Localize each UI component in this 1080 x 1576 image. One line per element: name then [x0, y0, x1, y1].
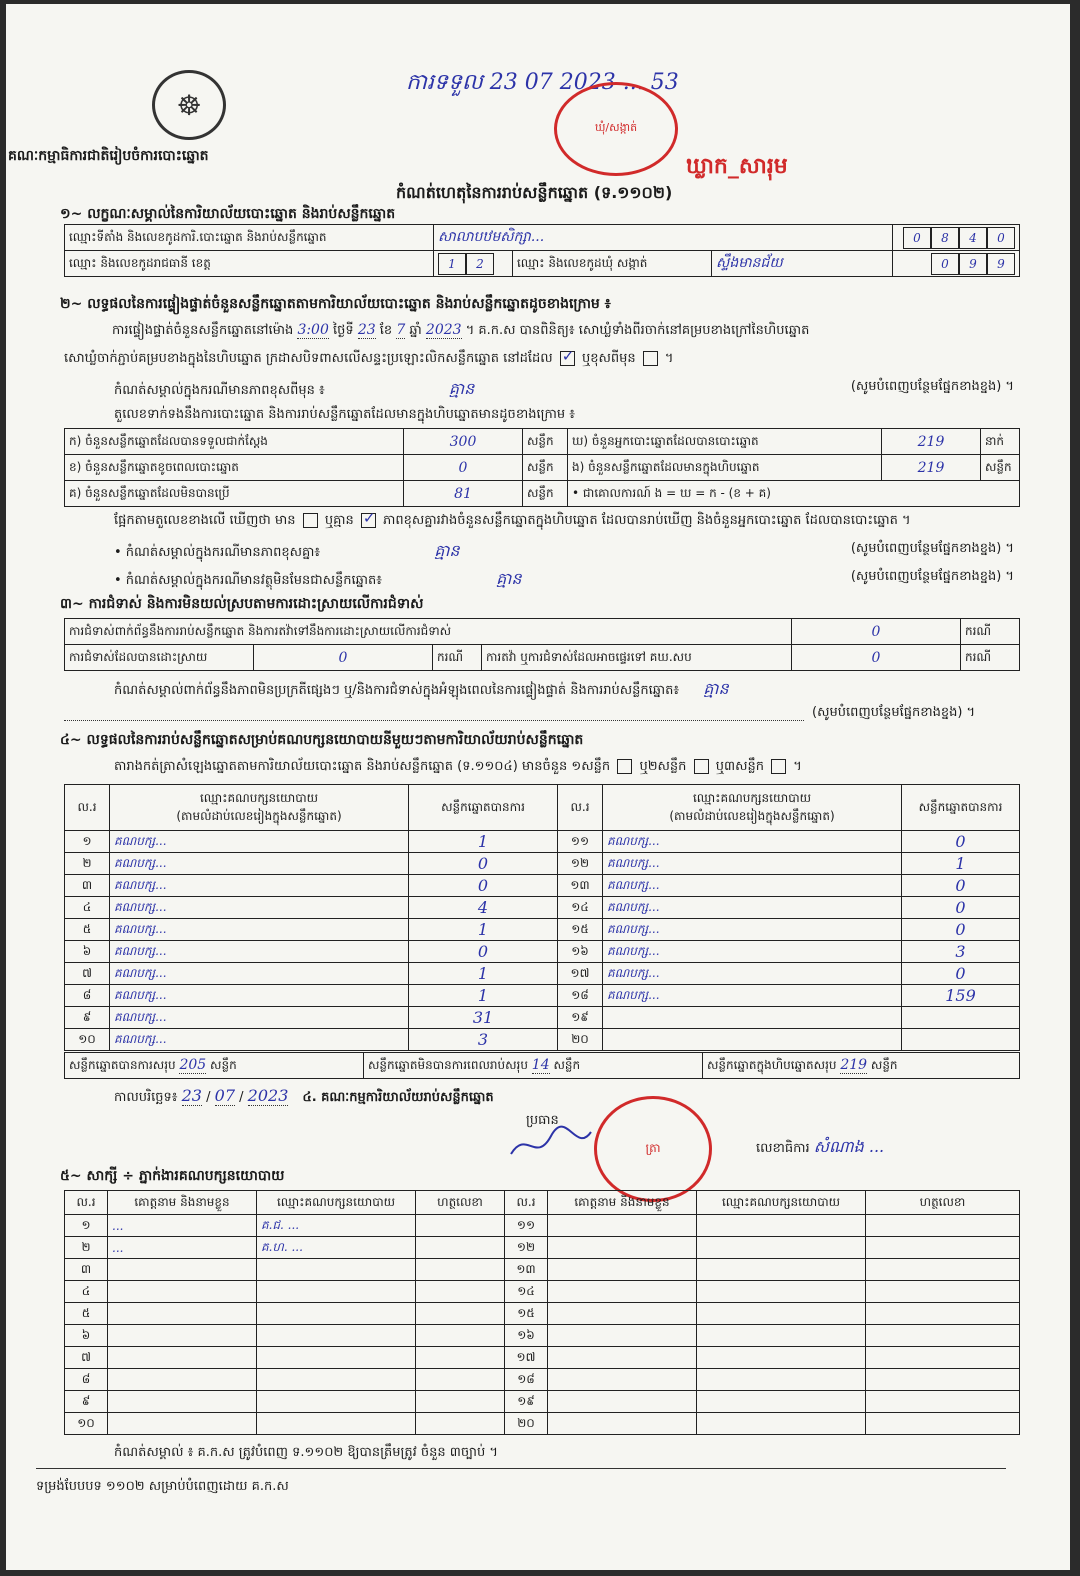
result-party: គណបក្ស... [110, 919, 409, 941]
witness-no: ១៨ [505, 1369, 548, 1391]
seal-text: សោឃ្លំចាក់ភ្ជាប់គម្របខាងក្នុងនៃហិបឆ្នោត ក្រដាសបិទពាសលើសន្ទះប្រឡោះលិកសន្លឹកឆ្នោត នៅដដែល [64, 351, 553, 366]
witness-no: ២០ [505, 1413, 548, 1435]
result-votes: 3 [409, 1029, 558, 1051]
province-code-digit: 2 [466, 253, 494, 275]
witness-party: គ.ជ. ... [257, 1215, 416, 1237]
witness-no: ៤ [65, 1281, 108, 1303]
irregularity-label: កំណត់សម្គាល់ពាក់ព័ន្ធនឹងភាពមិនប្រក្រតីផ្សេងៗ ឬ/និងការជំទាស់ក្នុងអំឡុងពេលនៃការផ្ទៀងផ្ទាត់ និងការរាប់សន្លឹកឆ្នោត៖ [114, 683, 680, 698]
verify-year: 2023 [425, 322, 462, 338]
fig-right-label: ឃ) ចំនួនអ្នកបោះឆ្នោតដែលបានបោះឆ្នោត [568, 429, 882, 455]
fig-left-value: 81 [404, 481, 523, 507]
bullet1-label: • កំណត់សម្គាល់ក្នុងករណីមានភាពខុសគ្នា៖ [114, 545, 321, 560]
date-line: កាលបរិច្ឆេទ៖ 23 / 07 / 2023 ៤. គណៈកម្មការិយាល័យរាប់សន្លឹកឆ្នោត [114, 1086, 494, 1105]
witness-signature [416, 1281, 505, 1303]
total-in-box-label: សន្លឹកឆ្នោតក្នុងហិបឆ្នោតសរុប [707, 1057, 837, 1072]
fig-left-unit: សន្លឹក [523, 455, 568, 481]
col-party-title: ឈ្មោះគណបក្សនយោបាយ [199, 790, 319, 805]
witness-name [108, 1413, 257, 1435]
verify-time: 3:00 [297, 322, 329, 338]
result-no: ៤ [65, 897, 110, 919]
witness-no: ១៦ [505, 1325, 548, 1347]
commune-stamp [554, 82, 678, 176]
witness-party [257, 1347, 416, 1369]
witness-party [697, 1259, 866, 1281]
result-party: គណបក្ស... [603, 941, 902, 963]
witness-signature [866, 1259, 1020, 1281]
witness-no: ២ [65, 1237, 108, 1259]
total-invalid-label: សន្លឹកឆ្នោតមិនបានការពេលរាប់សរុប [368, 1057, 528, 1072]
witness-name: ... [108, 1237, 257, 1259]
result-no: ១៤ [558, 897, 603, 919]
case-unit: ករណី [961, 645, 1020, 671]
witness-signature [416, 1413, 505, 1435]
result-party: គណបក្ស... [603, 919, 902, 941]
witness-signature [866, 1347, 1020, 1369]
tally-sheet-line: តារាងកត់ត្រាសំឡេងឆ្នោតតាមការិយាល័យបោះឆ្នោត និងរាប់សន្លឹកឆ្នោត (ទ.១១០៤) មានចំនួន ១សន្លឹក ឬ២សន្លឹក ឬ៣សន្លឹក ។ [114, 759, 802, 774]
resolved-value: 0 [254, 645, 433, 671]
result-party: គណបក្ស... [110, 941, 409, 963]
transferred-label: ការតវ៉ា ឬការជំទាស់ដែលអាចផ្ទេរទៅ គឃ.សប [482, 645, 792, 671]
witness-signature [416, 1347, 505, 1369]
witness-signature [866, 1237, 1020, 1259]
witness-table [64, 1190, 1020, 1435]
result-party: គណបក្ស... [110, 831, 409, 853]
objection-row1-label: ការជំទាស់ពាក់ព័ន្ធនឹងការរាប់សន្លឹកឆ្នោត និងការតវ៉ាទៅនឹងការដោះស្រាយលើការជំទាស់ [65, 619, 792, 645]
nec-logo: ☸ [152, 70, 226, 140]
section3-heading: ៣~ ការជំទាស់ និងការមិនយល់ស្របតាមការដោះស្រាយលើការជំទាស់ [60, 596, 424, 612]
location-code-digit: 0 [903, 227, 931, 249]
witness-no: ៦ [65, 1325, 108, 1347]
note1-value: គ្មាន [448, 379, 475, 398]
stamp-label: ឃុំ/សង្កាត់ [594, 121, 638, 134]
tally-intro: តារាងកត់ត្រាសំឡេងឆ្នោតតាមការិយាល័យបោះឆ្នោត និងរាប់សន្លឹកឆ្នោត (ទ.១១០៤) មានចំនួន ១សន្លឹក [114, 759, 611, 774]
location-value: សាលាបឋមសិក្សា... [434, 225, 893, 251]
witness-party [697, 1413, 866, 1435]
fig-formula: • ជាគោលការណ៍ ង = ឃ = ក - (ខ + គ) [568, 481, 1020, 507]
result-votes: 0 [409, 875, 558, 897]
witness-col: គោត្តនាម និងនាមខ្លួន [108, 1191, 257, 1215]
witness-no: ៩ [65, 1391, 108, 1413]
col-votes: សន្លឹកឆ្នោតបានការ [902, 785, 1020, 831]
witness-signature [416, 1369, 505, 1391]
footer-note: កំណត់សម្គាល់ ៖ គ.ក.ស ត្រូវបំពេញ ទ.១១០២ ឱ្យបានត្រឹមត្រូវ ចំនួន ៣ច្បាប់ ។ [114, 1445, 498, 1460]
document-title: កំណត់ហេតុនៃការរាប់សន្លឹកឆ្នោត (ទ.១១០២) [396, 183, 673, 202]
section5-heading: ៥~ សាក្សី ÷ ភ្នាក់ងារគណបក្សនយោបាយ [60, 1168, 285, 1184]
commune-label: ឈ្មោះ និងលេខកូដឃុំ សង្កាត់ [513, 251, 712, 277]
col-party [603, 785, 902, 831]
verify-text-c: ខែ [379, 323, 393, 338]
date-label: កាលបរិច្ឆេទ៖ [114, 1090, 178, 1105]
document-page [6, 4, 1070, 1570]
witness-name [108, 1325, 257, 1347]
result-no: ១៦ [558, 941, 603, 963]
result-votes: 4 [409, 897, 558, 919]
result-no: ២០ [558, 1029, 603, 1051]
commune-code-digit: 0 [931, 253, 959, 275]
witness-party [257, 1259, 416, 1281]
figures-intro: តួលេខទាក់ទងនឹងការបោះឆ្នោត និងការរាប់សន្លឹកឆ្នោតដែលមានក្នុងហិបឆ្នោតមានដូចខាងក្រោម ៖ [114, 407, 575, 422]
witness-name [548, 1369, 697, 1391]
result-no: ១០ [65, 1029, 110, 1051]
witness-col: ឈ្មោះគណបក្សនយោបាយ [697, 1191, 866, 1215]
result-no: ៧ [65, 963, 110, 985]
result-party: គណបក្ស... [110, 875, 409, 897]
witness-no: ៥ [65, 1303, 108, 1325]
verify-month: 7 [396, 322, 406, 338]
fig-left-value: 300 [404, 429, 523, 455]
diff-text-b: ឬគ្មាន [324, 513, 354, 528]
result-votes: 0 [902, 875, 1020, 897]
location-code [893, 225, 1020, 251]
witness-party [697, 1281, 866, 1303]
result-party: គណបក្ស... [110, 897, 409, 919]
witness-party [697, 1347, 866, 1369]
witness-col: ហត្ថលេខា [416, 1191, 505, 1215]
result-votes: 0 [902, 919, 1020, 941]
unit: សន្លឹក [553, 1057, 581, 1072]
result-party [603, 1007, 902, 1029]
result-no: ១៩ [558, 1007, 603, 1029]
witness-no: ១ [65, 1215, 108, 1237]
witness-no: ១៧ [505, 1347, 548, 1369]
diff-text-a: ផ្អែកតាមតួលេខខាងលើ ឃើញថា មាន [114, 513, 296, 528]
commune-code-digit: 9 [987, 253, 1015, 275]
witness-name [108, 1369, 257, 1391]
fig-left-value: 0 [404, 455, 523, 481]
different-checkbox[interactable] [643, 351, 658, 366]
date-year: 2023 [247, 1086, 289, 1105]
unit: សន្លឹក [870, 1057, 898, 1072]
stamp-text: ត្រា [645, 1141, 661, 1155]
fill-hint: (សូមបំពេញបន្ថែមផ្នែកខាងខ្នង) ។ [850, 379, 1014, 394]
location-label: ឈ្មោះទីតាំង និងលេខកូដការិ.បោះឆ្នោត និងរាប់សន្លឹកឆ្នោត [65, 225, 434, 251]
witness-no: ៣ [65, 1259, 108, 1281]
witness-no: ១២ [505, 1237, 548, 1259]
note1-label: កំណត់សម្គាល់ក្នុងករណីមានភាពខុសពីមុន ៖ [114, 383, 325, 398]
footer-divider [36, 1468, 1006, 1469]
date-month: 07 [214, 1086, 235, 1105]
witness-name: ... [108, 1215, 257, 1237]
witness-signature [866, 1391, 1020, 1413]
province-code-digit: 1 [438, 253, 466, 275]
result-votes [902, 1007, 1020, 1029]
result-votes: 159 [902, 985, 1020, 1007]
result-no: ១១ [558, 831, 603, 853]
result-no: ៨ [65, 985, 110, 1007]
result-votes: 0 [902, 831, 1020, 853]
verify-text-a: ការផ្ទៀងផ្ទាត់ចំនួនសន្លឹកឆ្នោតនៅម៉ោង [112, 323, 294, 338]
fig-left-unit: សន្លឹក [523, 481, 568, 507]
result-votes: 31 [409, 1007, 558, 1029]
verify-day: 23 [357, 322, 376, 338]
result-party: គណបក្ស... [110, 963, 409, 985]
fig-right-label: ង) ចំនួនសន្លឹកឆ្នោតដែលមានក្នុងហិបឆ្នោត [568, 455, 882, 481]
tally-opt3: ឬ៣សន្លឹក [715, 759, 764, 774]
witness-signature [416, 1259, 505, 1281]
result-no: ១៨ [558, 985, 603, 1007]
fig-right-value: 219 [882, 429, 981, 455]
witness-signature [866, 1303, 1020, 1325]
witness-no: ១១ [505, 1215, 548, 1237]
figures-table [64, 428, 1020, 507]
committee-name: គណៈកម្មាធិការជាតិរៀបចំការបោះឆ្នោត [8, 148, 209, 164]
total-invalid-value: 14 [531, 1056, 550, 1073]
secretary-signature: សំណាង ... [813, 1137, 885, 1156]
col-no: ល.រ [65, 785, 110, 831]
signatories-heading: ៤. គណៈកម្មការិយាល័យរាប់សន្លឹកឆ្នោត [302, 1090, 494, 1105]
witness-name [108, 1303, 257, 1325]
witness-party [697, 1325, 866, 1347]
case-unit: ករណី [433, 645, 482, 671]
witness-col: ហត្ថលេខា [866, 1191, 1020, 1215]
witness-col: ល.រ [65, 1191, 108, 1215]
witness-signature [416, 1391, 505, 1413]
witness-party [257, 1369, 416, 1391]
witness-no: ១០ [65, 1413, 108, 1435]
fig-left-label: គ) ចំនួនសន្លឹកឆ្នោតដែលមិនបានប្រើ [65, 481, 404, 507]
col-no: ល.រ [558, 785, 603, 831]
witness-name [548, 1259, 697, 1281]
total-in-box [703, 1053, 1020, 1079]
result-no: ១៥ [558, 919, 603, 941]
witness-no: ១៩ [505, 1391, 548, 1413]
three-sheets-checkbox[interactable] [771, 759, 786, 774]
result-votes: 0 [902, 897, 1020, 919]
secretary [756, 1136, 884, 1160]
col-party-title: ឈ្មោះគណបក្សនយោបាយ [692, 790, 812, 805]
location-code-digit: 0 [987, 227, 1015, 249]
col-votes: សន្លឹកឆ្នោតបានការ [409, 785, 558, 831]
result-party: គណបក្ស... [603, 963, 902, 985]
witness-name [548, 1237, 697, 1259]
col-party-sub: (តាមលំដាប់លេខរៀងក្នុងសន្លឹកឆ្នោត) [176, 808, 342, 823]
witness-signature [416, 1237, 505, 1259]
witness-signature [866, 1325, 1020, 1347]
witness-name [108, 1281, 257, 1303]
fill-hint: (សូមបំពេញបន្ថែមផ្នែកខាងខ្នង) ។ [850, 569, 1014, 584]
result-no: ៣ [65, 875, 110, 897]
witness-name [108, 1391, 257, 1413]
witness-name [548, 1347, 697, 1369]
date-day: 23 [181, 1086, 202, 1105]
province-code [434, 251, 513, 277]
witness-party [257, 1325, 416, 1347]
result-votes: 1 [409, 919, 558, 941]
witness-name [548, 1303, 697, 1325]
bullet1-value: គ្មាន [434, 541, 460, 560]
witness-signature [416, 1303, 505, 1325]
section1-table [64, 224, 1020, 277]
one-sheet-checkbox[interactable] [617, 759, 632, 774]
resolved-label: ការជំទាស់ដែលបានដោះស្រាយ [65, 645, 254, 671]
witness-signature [416, 1325, 505, 1347]
verification-line [112, 322, 809, 341]
total-valid-value: 205 [179, 1056, 207, 1073]
fill-hint: (សូមបំពេញបន្ថែមផ្នែកខាងខ្នង) ។ [812, 705, 976, 720]
result-no: ១៧ [558, 963, 603, 985]
result-votes: 0 [902, 963, 1020, 985]
witness-signature [866, 1215, 1020, 1237]
fig-left-label: ខ) ចំនួនសន្លឹកឆ្នោតខូចពេលបោះឆ្នោត [65, 455, 404, 481]
witness-signature [866, 1369, 1020, 1391]
result-no: ៥ [65, 919, 110, 941]
province-label: ឈ្មោះ និងលេខកូដរាជធានី ខេត្ត [65, 251, 434, 277]
irregularity-extra-line [64, 706, 804, 721]
result-votes: 0 [409, 941, 558, 963]
witness-signature [416, 1215, 505, 1237]
result-party: គណបក្ស... [603, 831, 902, 853]
secretary-label: លេខាធិការ [756, 1141, 810, 1156]
result-votes [902, 1029, 1020, 1051]
result-votes: 1 [409, 963, 558, 985]
total-in-box-value: 219 [840, 1056, 868, 1073]
result-votes: 1 [409, 985, 558, 1007]
totals-table [64, 1052, 1020, 1079]
witness-party: គ.ហ. ... [257, 1237, 416, 1259]
witness-party [257, 1303, 416, 1325]
result-party: គណបក្ស... [110, 1007, 409, 1029]
result-votes: 0 [409, 853, 558, 875]
result-no: ១៣ [558, 875, 603, 897]
case-unit: ករណី [961, 619, 1020, 645]
office-stamp [594, 1096, 712, 1202]
result-party: គណបក្ស... [110, 1029, 409, 1051]
difference-line [114, 512, 1020, 531]
same-checkbox[interactable] [560, 351, 575, 366]
fig-right-unit: នាក់ [981, 429, 1020, 455]
chair-label: ប្រធាន [526, 1113, 559, 1128]
tally-opt2: ឬ២សន្លឹក [639, 759, 687, 774]
transferred-value: 0 [792, 645, 961, 671]
witness-party [697, 1391, 866, 1413]
objections-table [64, 618, 1020, 671]
witness-party [697, 1369, 866, 1391]
location-code-digit: 4 [959, 227, 987, 249]
unit: សន្លឹក [210, 1057, 237, 1072]
result-party: គណបក្ស... [603, 985, 902, 1007]
result-votes: 1 [902, 853, 1020, 875]
fig-left-unit: សន្លឹក [523, 429, 568, 455]
results-table [64, 784, 1020, 1051]
note1 [114, 378, 1014, 402]
fig-left-label: ក) ចំនួនសន្លឹកឆ្នោតដែលបានទទួលជាក់ស្តែង [65, 429, 404, 455]
commune-code [893, 251, 1020, 277]
bullet2-label: • កំណត់សម្គាល់ក្នុងករណីមានវត្ថុមិនមែនជាសន្លឹកឆ្នោត៖ [114, 573, 382, 588]
result-no: ១ [65, 831, 110, 853]
result-no: ១២ [558, 853, 603, 875]
location-code-digit: 8 [931, 227, 959, 249]
fill-hint: (សូមបំពេញបន្ថែមផ្នែកខាងខ្នង) ។ [850, 541, 1014, 556]
commune-value: ស្ទឹងមានជ័យ [712, 251, 893, 277]
two-sheets-checkbox[interactable] [694, 759, 709, 774]
red-title: ឃ្លាក_សារុម [686, 154, 788, 179]
no-difference-checkbox[interactable] [361, 513, 376, 528]
footer-form: ទម្រង់បែបបទ ១១០២ សម្រាប់បំពេញដោយ គ.ក.ស [36, 1479, 289, 1494]
witness-no: ១៥ [505, 1303, 548, 1325]
result-party: គណបក្ស... [603, 875, 902, 897]
witness-name [548, 1215, 697, 1237]
verify-text-d: ឆ្នាំ [409, 323, 422, 338]
objection-row1-value: 0 [792, 619, 961, 645]
witness-col: គោត្តនាម និងនាមខ្លួន [548, 1191, 697, 1215]
result-no: ៦ [65, 941, 110, 963]
witness-signature [866, 1413, 1020, 1435]
result-votes: 1 [409, 831, 558, 853]
witness-name [108, 1347, 257, 1369]
diff-text-c: ភាពខុសគ្នារវាងចំនួនសន្លឹកឆ្នោតក្នុងហិបឆ្នោត ដែលបានរាប់ឃើញ និងចំនួនអ្នកបោះឆ្នោត ដែលបានបោះឆ្នោត ។ [383, 513, 911, 528]
witness-no: ១៣ [505, 1259, 548, 1281]
verify-text-b: ថ្ងៃទី [333, 323, 354, 338]
section4-heading: ៤~ លទ្ធផលនៃការរាប់សន្លឹកឆ្នោតសម្រាប់គណបក្សនយោបាយនីមួយៗតាមការិយាល័យរាប់សន្លឹកឆ្នោត [60, 732, 584, 748]
bullet2-value: គ្មាន [496, 569, 522, 588]
irregularity-value: គ្មាន [703, 679, 729, 698]
fig-right-value: 219 [882, 455, 981, 481]
total-valid [65, 1053, 364, 1079]
section1-heading: ១~ លក្ខណៈសម្គាល់នៃការិយាល័យបោះឆ្នោត និងរាប់សន្លឹកឆ្នោត [60, 206, 396, 222]
witness-col: ឈ្មោះគណបក្សនយោបាយ [257, 1191, 416, 1215]
bullet-note2 [114, 568, 1014, 592]
handwritten-receipt: ការទទួល 23 07 2023 ... 53 [406, 70, 679, 95]
witness-name [108, 1259, 257, 1281]
witness-party [697, 1237, 866, 1259]
witness-party [257, 1281, 416, 1303]
witness-party [257, 1391, 416, 1413]
chair-signature [506, 1124, 596, 1170]
col-party [110, 785, 409, 831]
witness-name [548, 1413, 697, 1435]
result-party: គណបក្ស... [603, 853, 902, 875]
result-party [603, 1029, 902, 1051]
total-valid-label: សន្លឹកឆ្នោតបានការសរុប [69, 1057, 176, 1072]
witness-name [548, 1325, 697, 1347]
seal-line: សោឃ្លំចាក់ភ្ជាប់គម្របខាងក្នុងនៃហិបឆ្នោត ក្រដាសបិទពាសលើសន្ទះប្រឡោះលិកសន្លឹកឆ្នោត នៅដដែល ✓ ឬខុសពីមុន ។ [64, 350, 673, 369]
bullet-note1 [114, 540, 1014, 564]
total-invalid [364, 1053, 703, 1079]
witness-party [697, 1215, 866, 1237]
witness-no: ១៤ [505, 1281, 548, 1303]
witness-no: ៨ [65, 1369, 108, 1391]
has-difference-checkbox[interactable] [303, 513, 318, 528]
witness-signature [866, 1281, 1020, 1303]
witness-no: ៧ [65, 1347, 108, 1369]
section2-heading: ២~ លទ្ធផលនៃការផ្ទៀងផ្ទាត់ចំនួនសន្លឹកឆ្នោតតាមការិយាល័យបោះឆ្នោត និងរាប់សន្លឹកឆ្នោតដូចខាងក្រោម ៖ [60, 296, 611, 312]
witness-party [257, 1413, 416, 1435]
witness-name [548, 1281, 697, 1303]
signature-drawing [506, 1124, 596, 1164]
irregularity-note [114, 678, 1014, 702]
seal-option: ឬខុសពីមុន [581, 351, 636, 366]
witness-party [697, 1303, 866, 1325]
verify-text-e: ។ គ.ក.ស បានពិនិត្យ៖ សោឃ្លំទាំងពីរចាក់នៅគម្របខាងក្រៅនៃហិបឆ្នោត [465, 323, 810, 338]
result-no: ៩ [65, 1007, 110, 1029]
result-party: គណបក្ស... [110, 853, 409, 875]
commune-code-digit: 9 [959, 253, 987, 275]
witness-name [548, 1391, 697, 1413]
fig-right-unit: សន្លឹក [981, 455, 1020, 481]
witness-col: ល.រ [505, 1191, 548, 1215]
result-no: ២ [65, 853, 110, 875]
result-votes: 3 [902, 941, 1020, 963]
result-party: គណបក្ស... [603, 897, 902, 919]
result-party: គណបក្ស... [110, 985, 409, 1007]
col-party-sub: (តាមលំដាប់លេខរៀងក្នុងសន្លឹកឆ្នោត) [669, 808, 835, 823]
